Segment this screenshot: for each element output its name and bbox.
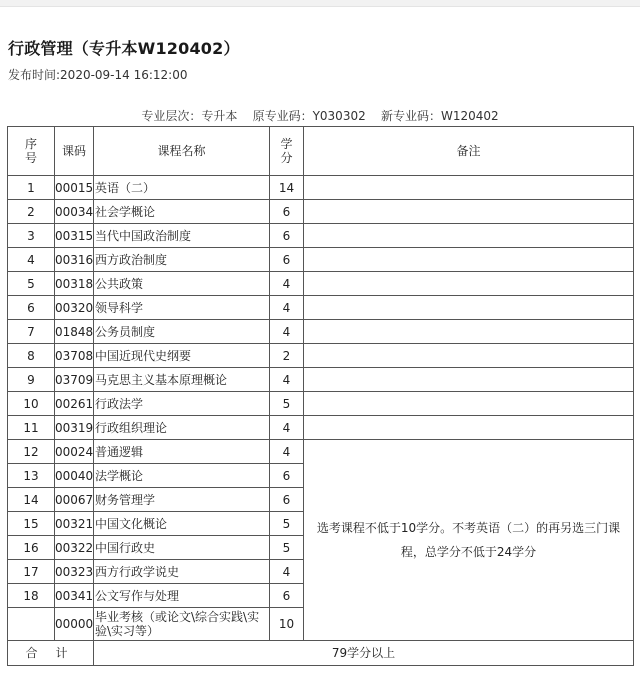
course-name: 行政组织理论: [94, 416, 270, 440]
course-code: 00321: [55, 512, 94, 536]
course-credit: 5: [270, 536, 304, 560]
course-code: 03708: [55, 344, 94, 368]
remark-cell: [304, 296, 634, 320]
course-name: 西方行政学说史: [94, 560, 270, 584]
row-number: 5: [8, 272, 55, 296]
table-row: [8, 344, 634, 368]
course-name: 毕业考核（或论文\综合实践\实验\实习等）: [94, 608, 270, 641]
course-name: 英语（二）: [94, 176, 270, 200]
course-name: 公务员制度: [94, 320, 270, 344]
row-number: 1: [8, 176, 55, 200]
table-header-row: [8, 127, 634, 176]
remark-cell: [304, 320, 634, 344]
row-number: 9: [8, 368, 55, 392]
course-credit: 10: [270, 608, 304, 641]
course-credit: 5: [270, 392, 304, 416]
course-credit: 6: [270, 488, 304, 512]
table-row: [8, 200, 634, 224]
page-title: 行政管理（专升本W120402）: [8, 39, 240, 58]
course-credit: 5: [270, 512, 304, 536]
course-table-body: [8, 176, 634, 666]
row-number: 4: [8, 248, 55, 272]
course-name: 当代中国政治制度: [94, 224, 270, 248]
course-credit: 4: [270, 560, 304, 584]
row-number: 10: [8, 392, 55, 416]
table-row: [8, 416, 634, 440]
row-number: 16: [8, 536, 55, 560]
course-credit: 6: [270, 224, 304, 248]
course-code: 03709: [55, 368, 94, 392]
course-credit: 6: [270, 200, 304, 224]
course-code: 00323: [55, 560, 94, 584]
course-name: 财务管理学: [94, 488, 270, 512]
course-code: 00315: [55, 224, 94, 248]
course-name: 领导科学: [94, 296, 270, 320]
total-value: 79学分以上: [94, 641, 634, 666]
table-row: [8, 320, 634, 344]
header-credit: 学分: [270, 127, 304, 176]
table-row: [8, 248, 634, 272]
table-row: [8, 392, 634, 416]
course-code: 00034: [55, 200, 94, 224]
remark-cell: [304, 176, 634, 200]
table-row: [8, 176, 634, 200]
course-credit: 14: [270, 176, 304, 200]
course-name: 中国行政史: [94, 536, 270, 560]
table-row-total: [8, 641, 634, 666]
row-number: 11: [8, 416, 55, 440]
course-code: 00015: [55, 176, 94, 200]
elective-remark: 选考课程不低于10学分。不考英语（二）的再另选三门课程，总学分不低于24学分: [304, 440, 634, 641]
header-no: 序号: [8, 127, 55, 176]
row-number: 8: [8, 344, 55, 368]
total-label: 合计: [8, 641, 94, 666]
course-table: [7, 126, 634, 666]
course-name: 社会学概论: [94, 200, 270, 224]
course-name: 公文写作与处理: [94, 584, 270, 608]
remark-cell: [304, 344, 634, 368]
course-credit: 2: [270, 344, 304, 368]
course-name: 马克思主义基本原理概论: [94, 368, 270, 392]
course-name: 行政法学: [94, 392, 270, 416]
course-name: 公共政策: [94, 272, 270, 296]
table-row: [8, 272, 634, 296]
course-name: 普通逻辑: [94, 440, 270, 464]
row-number: 7: [8, 320, 55, 344]
header-remark: 备注: [304, 127, 634, 176]
course-code: 00318: [55, 272, 94, 296]
course-code: 00316: [55, 248, 94, 272]
row-number: 14: [8, 488, 55, 512]
course-credit: 6: [270, 248, 304, 272]
course-code: 00320: [55, 296, 94, 320]
row-number: 17: [8, 560, 55, 584]
publish-time: 发布时间:2020-09-14 16:12:00: [8, 68, 188, 82]
course-credit: 4: [270, 440, 304, 464]
course-code: 00000: [55, 608, 94, 641]
table-row: [8, 368, 634, 392]
course-code: 00322: [55, 536, 94, 560]
header-code: 课码: [55, 127, 94, 176]
table-row: [8, 440, 634, 464]
header-name: 课程名称: [94, 127, 270, 176]
row-number: 6: [8, 296, 55, 320]
course-credit: 6: [270, 464, 304, 488]
row-number: 18: [8, 584, 55, 608]
row-number: 3: [8, 224, 55, 248]
course-code: 00319: [55, 416, 94, 440]
course-code: 00341: [55, 584, 94, 608]
remark-cell: [304, 224, 634, 248]
major-meta: 专业层次：专升本 原专业码：Y030302 新专业码：W120402: [141, 109, 499, 123]
course-name: 中国近现代史纲要: [94, 344, 270, 368]
row-number: [8, 608, 55, 641]
top-bar: [0, 0, 640, 7]
course-credit: 4: [270, 320, 304, 344]
table-row: [8, 224, 634, 248]
course-name: 西方政治制度: [94, 248, 270, 272]
row-number: 13: [8, 464, 55, 488]
course-name: 中国文化概论: [94, 512, 270, 536]
remark-cell: [304, 392, 634, 416]
table-row: [8, 296, 634, 320]
row-number: 2: [8, 200, 55, 224]
course-code: 00261: [55, 392, 94, 416]
remark-cell: [304, 248, 634, 272]
remark-cell: [304, 200, 634, 224]
course-name: 法学概论: [94, 464, 270, 488]
row-number: 12: [8, 440, 55, 464]
course-credit: 4: [270, 272, 304, 296]
row-number: 15: [8, 512, 55, 536]
course-code: 00024: [55, 440, 94, 464]
course-credit: 4: [270, 368, 304, 392]
course-code: 00067: [55, 488, 94, 512]
course-credit: 6: [270, 584, 304, 608]
course-credit: 4: [270, 416, 304, 440]
course-code: 01848: [55, 320, 94, 344]
course-credit: 4: [270, 296, 304, 320]
remark-cell: [304, 272, 634, 296]
remark-cell: [304, 368, 634, 392]
course-code: 00040: [55, 464, 94, 488]
remark-cell: [304, 416, 634, 440]
